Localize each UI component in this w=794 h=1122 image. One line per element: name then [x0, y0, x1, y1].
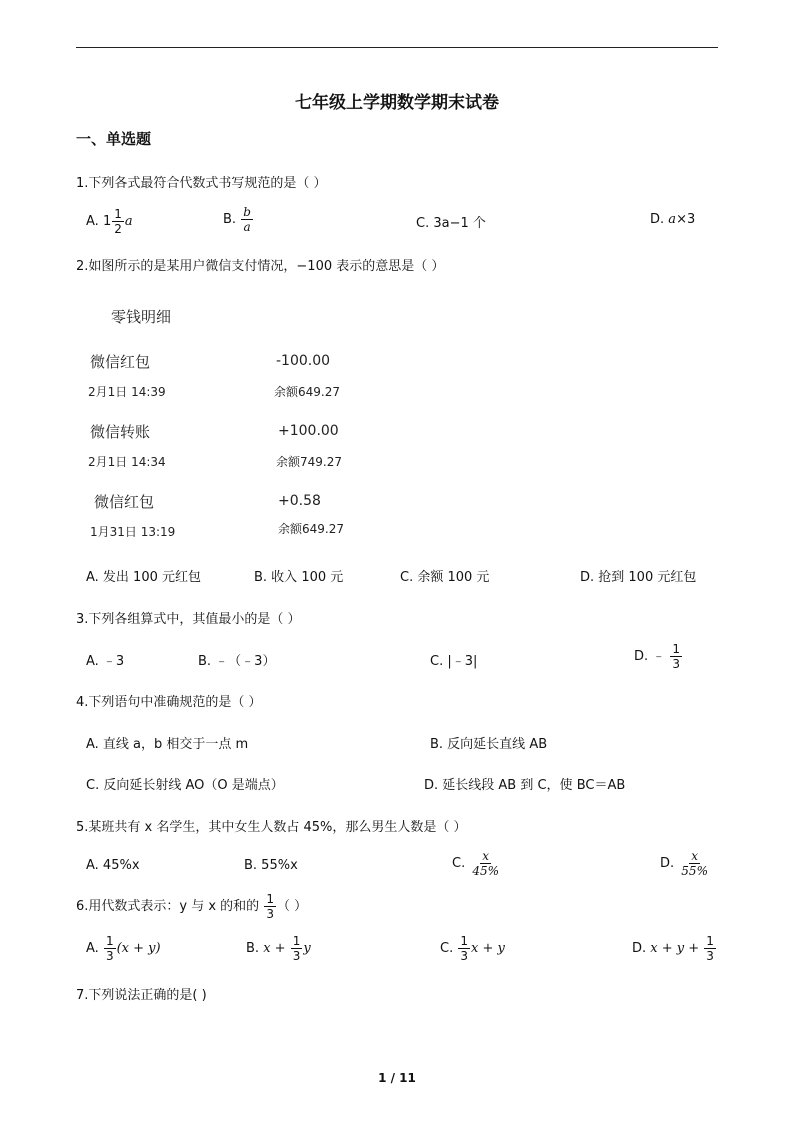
question-3-option-a: A. ﹣3 — [86, 654, 125, 669]
wallet-entry-amount: +0.58 — [278, 493, 321, 509]
question-3-option-b: B. ﹣（﹣3） — [198, 654, 276, 669]
question-2-option-a: A. 发出 100 元红包 — [86, 570, 202, 585]
question-6-option-d: D. x + y + $\frac{1}{3}$ — [632, 934, 714, 963]
question-4-option-d: D. 延长线段 AB 到 C，使 BC＝AB — [424, 778, 626, 793]
question-4-option-c: C. 反向延长射线 AO（O 是端点） — [86, 778, 284, 793]
page-title: 七年级上学期数学期末试卷 — [295, 93, 499, 113]
question-1-option-b: B. $\frac{b}{a}$ — [223, 205, 251, 234]
question-4-option-b: B. 反向延长直线 AB — [430, 737, 548, 752]
question-5-option-a: A. 45%x — [86, 858, 140, 873]
question-3-stem: 3.下列各组算式中，其值最小的是（ ） — [76, 612, 301, 627]
question-4-stem: 4.下列语句中准确规范的是（ ） — [76, 695, 262, 710]
fraction: $\frac{1}{3}$ — [672, 642, 681, 671]
question-6-option-c: C. $\frac{1}{3}$ x + y — [440, 934, 505, 963]
wallet-entry-balance: 余额749.27 — [276, 455, 342, 469]
fraction: $\frac{1}{2}$ — [114, 207, 122, 236]
question-2-option-c: C. 余额 100 元 — [400, 570, 490, 585]
wallet-entry-date: 2月1日 14:39 — [88, 385, 166, 399]
question-2-option-b: B. 收入 100 元 — [254, 570, 344, 585]
question-5-option-c: C. $\frac{x}{45\%}$ — [452, 849, 500, 878]
wallet-entry-name: 微信红包 — [94, 493, 155, 511]
wallet-entry-date: 1月31日 13:19 — [90, 525, 176, 539]
question-1-option-d: D. a×3 — [650, 212, 696, 227]
wallet-entry-amount: -100.00 — [276, 353, 331, 369]
question-7-stem: 7.下列说法正确的是( ) — [76, 988, 207, 1003]
wallet-entry-name: 微信转账 — [90, 423, 151, 441]
question-1-stem: 1.下列各式最符合代数式书写规范的是（ ） — [76, 176, 327, 191]
question-6-stem: 6.用代数式表示：y 与 x 的和的 $\frac{1}{3}$ （ ） — [76, 892, 308, 921]
question-4-option-a: A. 直线 a，b 相交于一点 m — [86, 737, 249, 752]
fraction: $\frac{x}{45\%}$ — [472, 849, 500, 878]
question-6-option-b: B. x + $\frac{1}{3}$ y — [246, 934, 311, 963]
fraction: $\frac{1}{3}$ — [266, 892, 274, 921]
question-2-stem: 2.如图所示的是某用户微信支付情况，−100 表示的意思是（ ） — [76, 259, 445, 274]
question-3-option-d: D. ﹣ $\frac{1}{3}$ — [634, 642, 681, 671]
wallet-entry-balance: 余额649.27 — [278, 522, 344, 536]
wallet-entry-date: 2月1日 14:34 — [88, 455, 166, 469]
section-heading: 一、单选题 — [76, 130, 152, 148]
question-5-stem: 5.某班共有 x 名学生，其中女生人数占 45%，那么男生人数是（ ） — [76, 820, 467, 835]
wallet-entry-amount: +100.00 — [278, 423, 339, 439]
question-5-option-b: B. 55%x — [244, 858, 298, 873]
header-rule — [76, 47, 718, 48]
fraction: $\frac{x}{55\%}$ — [681, 849, 708, 878]
wallet-entry-name: 微信红包 — [90, 353, 151, 371]
fraction: $\frac{1}{3}$ — [706, 934, 714, 963]
fraction: $\frac{1}{3}$ — [105, 934, 114, 963]
fraction: $\frac{1}{3}$ — [460, 934, 468, 963]
question-1-option-c: C. 3a−1 个 — [416, 216, 486, 231]
question-2-option-d: D. 抢到 100 元红包 — [580, 570, 697, 585]
fraction: $\frac{b}{a}$ — [243, 205, 251, 234]
wallet-header: 零钱明细 — [111, 308, 172, 326]
page-number: 1 / 11 — [378, 1071, 416, 1085]
question-6-option-a: A. $\frac{1}{3}$ (x + y) — [86, 934, 161, 963]
wallet-entry-balance: 余额649.27 — [274, 385, 340, 399]
fraction: $\frac{1}{3}$ — [292, 934, 301, 963]
question-5-option-d: D. $\frac{x}{55\%}$ — [660, 849, 708, 878]
question-3-option-c: C. |﹣3| — [430, 654, 478, 669]
question-1-option-a: A. 1 $\frac{1}{2}$ a — [86, 207, 133, 236]
